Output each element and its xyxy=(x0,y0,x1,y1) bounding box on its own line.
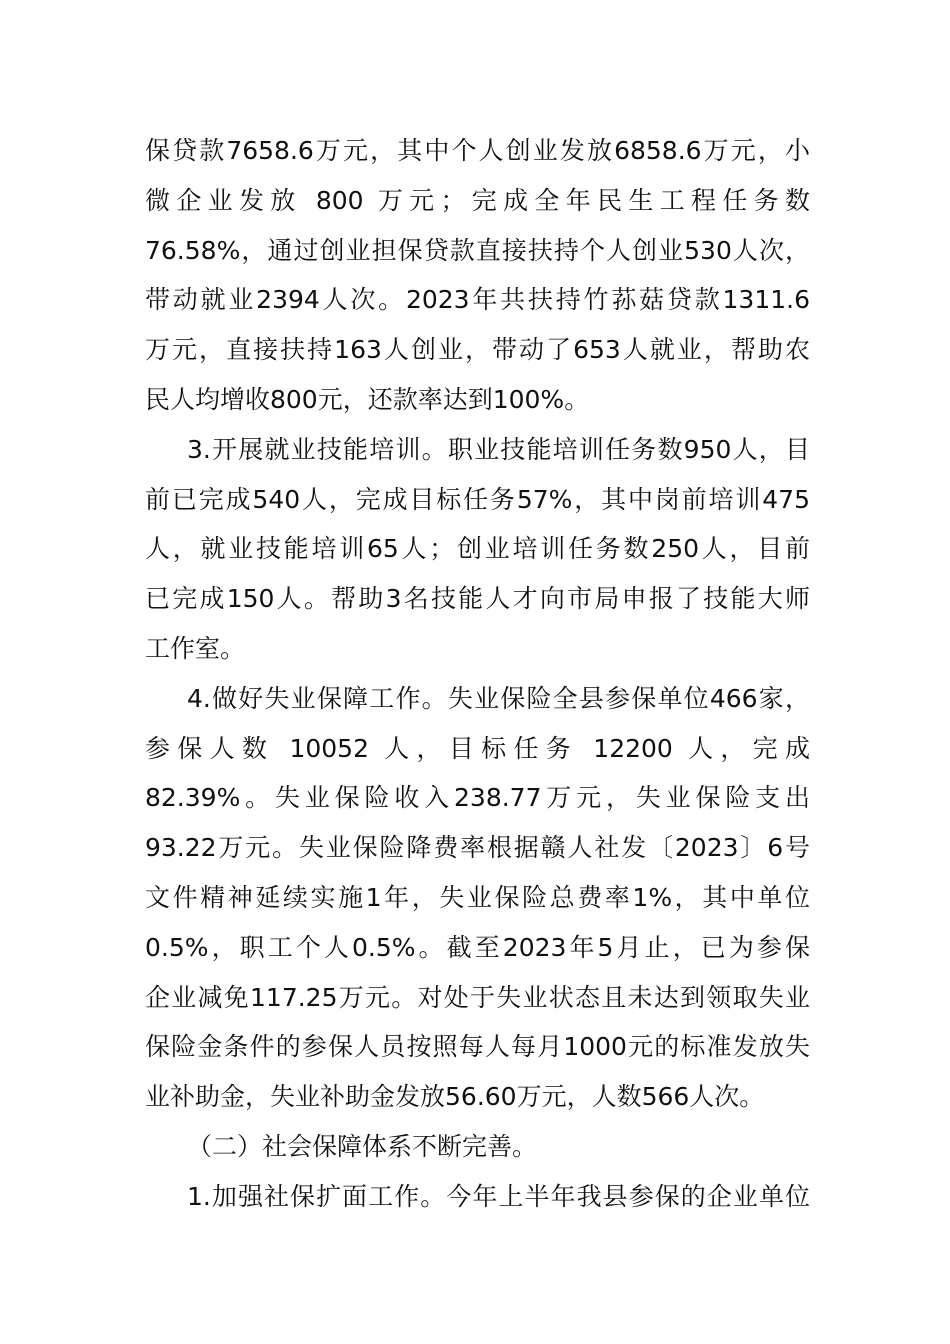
text-line: 前已完成540人，完成目标任务57%，其中岗前培训475 xyxy=(145,484,810,514)
text-line: 93.22万元。失业保险降费率根据赣人社发〔2023〕6号 xyxy=(145,833,810,863)
paragraph-end-line: 工作室。 xyxy=(145,633,246,663)
section-heading: （二）社会保障体系不断完善。 xyxy=(187,1131,538,1161)
text-line: 微企业发放 800 万元；完成全年民生工程任务数 xyxy=(145,185,810,215)
text-line: 企业减免117.25万元。对处于失业状态且未达到领取失业 xyxy=(145,982,810,1012)
paragraph-end-line: 业补助金，失业补助金发放56.60万元，人数566人次。 xyxy=(145,1082,765,1112)
text-line: 万元，直接扶持163人创业，带动了653人就业，帮助农 xyxy=(145,335,810,365)
text-line: 0.5%，职工个人0.5%。截至2023年5月止，已为参保 xyxy=(145,932,810,962)
paragraph-heading-line: 1.加强社保扩面工作。今年上半年我县参保的企业单位 xyxy=(187,1181,810,1211)
text-line: 已完成150人。帮助3名技能人才向市局申报了技能大师 xyxy=(145,584,810,614)
paragraph-end-line: 民人均增收800元，还款率达到100%。 xyxy=(145,384,590,414)
paragraph-heading-line: 3.开展就业技能培训。职业技能培训任务数950人，目 xyxy=(187,434,810,464)
text-line: 文件精神延续实施1年，失业保险总费率1%，其中单位 xyxy=(145,882,810,912)
text-line: 82.39%。失业保险收入238.77万元，失业保险支出 xyxy=(145,783,810,813)
text-line: 76.58%，通过创业担保贷款直接扶持个人创业530人次， xyxy=(145,235,810,265)
body-text xyxy=(145,126,810,1222)
text-line: 保险金条件的参保人员按照每人每月1000元的标准发放失 xyxy=(145,1032,810,1062)
text-line: 保贷款7658.6万元，其中个人创业发放6858.6万元，小 xyxy=(145,136,810,165)
text-line: 参保人数 10052 人，目标任务 12200 人，完成 xyxy=(145,733,810,763)
text-line: 带动就业2394人次。2023年共扶持竹荪菇贷款1311.6 xyxy=(145,285,810,315)
paragraph-heading-line: 4.做好失业保障工作。失业保险全县参保单位466家， xyxy=(187,683,810,713)
text-line: 人，就业技能培训65人；创业培训任务数250人，目前 xyxy=(145,534,810,564)
